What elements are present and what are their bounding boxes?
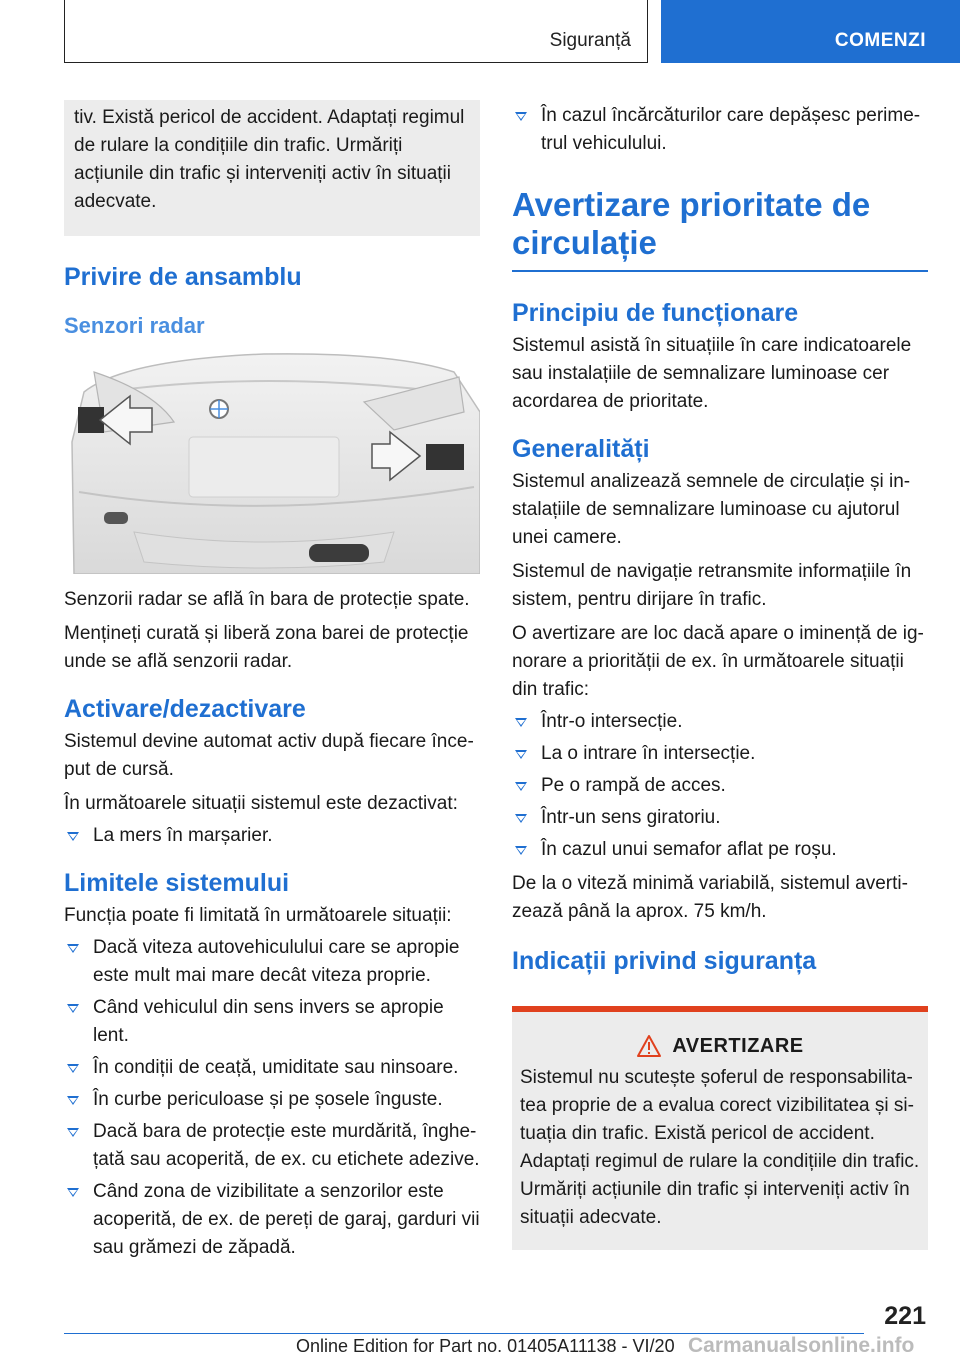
warning-text: Sistemul nu scutește șoferul de responsabilita-tea proprie de a evalua corect vizibilitatea și si-tuația din trafic. Există pericol de accident. Adaptați regimul de rulare la condițiile din trafic. Urmăriți acțiunile din trafic și interveniți activ în situații adecvate. xyxy=(520,1067,920,1228)
list-item: Dacă viteza autovehiculului care se apropie este mult mai mare decât viteza proprie. xyxy=(64,934,480,990)
general-heading: Generalități xyxy=(512,435,650,463)
continued-warning-box xyxy=(64,100,480,236)
rear-bumper-radar-illustration xyxy=(64,352,480,574)
page-number: 221 xyxy=(884,1302,926,1330)
radar-sensors-heading: Senzori radar xyxy=(64,313,205,338)
edition-text: Online Edition for Part no. 01405A11138 - VI/20 xyxy=(296,1336,675,1356)
list-item: În cazul încărcăturilor care depășesc perime-trul vehiculului. xyxy=(512,102,928,158)
limits-intro: Funcția poate fi limitată în următoarele situații: xyxy=(64,905,452,926)
list-item: Când zona de vizibilitate a senzorilor este acoperită, de ex. de pereți de garaj, garduri vii sau grămezi de zăpadă. xyxy=(64,1178,480,1262)
principle-text: Sistemul asistă în situațiile în care indicatoarele sau instalațiile de semnalizare luminoase cer acordarea de prioritate. xyxy=(512,335,912,412)
car-rear-icon xyxy=(64,352,480,574)
list-item: Într-o intersecție. xyxy=(512,708,928,736)
header-chapter-title: COMENZI xyxy=(834,30,926,51)
list-item: În condiții de ceață, umiditate sau ninsoare. xyxy=(64,1054,480,1082)
limits-list xyxy=(64,934,480,1262)
continued-limits-list xyxy=(512,102,928,158)
warning-triangle-icon xyxy=(636,1034,662,1058)
right-radar-sensor xyxy=(426,444,464,470)
general-text-2: Sistemul de navigație retransmite informațiile în sistem, pentru dirijare în trafic. xyxy=(512,561,912,610)
main-section-heading: Avertizare prioritate de circulație xyxy=(512,186,928,272)
list-item: Când vehiculul din sens invers se apropie lent. xyxy=(64,994,480,1050)
list-item: La mers în marșarier. xyxy=(64,822,480,850)
deactivation-intro: În următoarele situații sistemul este dezactivat: xyxy=(64,793,458,814)
deactivation-list xyxy=(64,822,480,850)
general-text-3: O avertizare are loc dacă apare o iminență de ig-norare a priorității de ex. în următoarele situații din trafic: xyxy=(512,623,924,700)
list-item: Pe o rampă de acces. xyxy=(512,772,928,800)
limits-heading: Limitele sistemului xyxy=(64,869,290,897)
principle-heading: Principiu de funcționare xyxy=(512,299,799,327)
overview-heading: Privire de ansamblu xyxy=(64,263,302,291)
general-text-1: Sistemul analizează semnele de circulație și in-stalațiile de semnalizare luminoase cu ajutorul unei camere. xyxy=(512,471,911,548)
list-item: La o intrare în intersecție. xyxy=(512,740,928,768)
list-item: Într-un sens giratoriu. xyxy=(512,804,928,832)
safety-heading: Indicații privind siguranța xyxy=(512,947,817,975)
right-column xyxy=(512,100,928,1250)
list-item: În cazul unui semafor aflat pe roșu. xyxy=(512,836,928,864)
list-item: Dacă bara de protecție este murdărită, înghe-țată sau acoperită, de ex. cu etichete adezive. xyxy=(64,1118,480,1174)
activation-heading: Activare/dezactivare xyxy=(64,695,306,723)
header-chapter-tab xyxy=(661,0,960,63)
header-section-tab xyxy=(64,0,648,63)
left-column xyxy=(64,100,480,1262)
situations-list xyxy=(512,708,928,864)
radar-clean-text: Mențineți curată și liberă zona barei de protecție unde se află senzorii radar. xyxy=(64,623,469,672)
radar-location-text: Senzorii radar se află în bara de protecție spate. xyxy=(64,589,470,610)
activation-text: Sistemul devine automat activ după fiecare înce-put de cursă. xyxy=(64,731,474,780)
continued-warning-text: tiv. Există pericol de accident. Adaptați regimul de rulare la condițiile din trafic. Urmăriți acțiunile din trafic și interveniți activ în situații adecvate. xyxy=(74,107,465,212)
list-item: În curbe periculoase și pe șosele înguste. xyxy=(64,1086,480,1114)
speed-range-text: De la o viteză minimă variabilă, sistemul averti-zează până la aprox. 75 km/h. xyxy=(512,873,908,922)
header-section-title: Siguranță xyxy=(549,30,631,51)
watermark: Carmanualsonline.info xyxy=(688,1334,915,1357)
warning-title: AVERTIZARE xyxy=(672,1034,804,1057)
warning-header xyxy=(520,1034,920,1058)
warning-box xyxy=(512,1006,928,1250)
